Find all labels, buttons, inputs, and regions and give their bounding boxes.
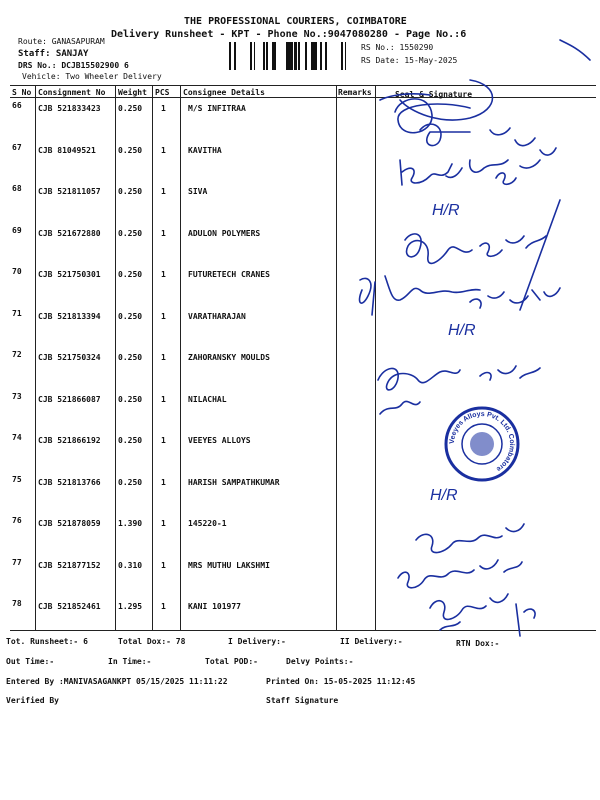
vehicle-label: Vehicle: Two Wheeler Delivery	[22, 72, 162, 81]
cell-consignee: SIVA	[188, 187, 208, 196]
cell-weight: 0.250	[118, 270, 143, 279]
cell-consignee: FUTURETECH CRANES	[188, 270, 270, 279]
ii-delivery: II Delivery:-	[340, 637, 403, 646]
entered-by: Entered By :MANIVASAGANKPT 05/15/2025 11:11:22	[6, 677, 228, 686]
tot-runsheet: Tot. Runsheet:- 6	[6, 637, 88, 646]
cell-consignment: CJB 521811057	[38, 187, 101, 196]
col-header-weight: Weight	[118, 88, 147, 97]
cell-consignment: CJB 521877152	[38, 560, 101, 570]
cell-pcs: 1	[161, 602, 166, 611]
cell-consignment: CJB 81049521	[38, 145, 96, 155]
hr-annotation-2: H/R	[448, 322, 476, 339]
cell-sno: 71	[12, 308, 22, 318]
cell-consignment: CJB 521672880	[38, 228, 101, 238]
cell-sno: 74	[12, 433, 22, 442]
cell-consignment: CJB 521878059	[38, 519, 101, 528]
cell-sno: 68	[12, 184, 22, 193]
cell-pcs: 1	[161, 311, 166, 321]
cell-pcs: 1	[161, 187, 166, 196]
cell-pcs: 1	[161, 104, 166, 113]
printed-on: Printed On: 15-05-2025 11:12:45	[266, 677, 416, 686]
cell-sno: 73	[12, 391, 22, 401]
cell-pcs: 1	[161, 436, 166, 445]
cell-consignment: CJB 521866087	[38, 394, 101, 404]
cell-pcs: 1	[161, 353, 166, 362]
cell-consignee: KAVITHA	[188, 145, 222, 155]
cell-consignee: ADULON POLYMERS	[188, 228, 261, 238]
cell-weight: 0.250	[118, 311, 143, 321]
cell-consignment: CJB 521833423	[38, 104, 101, 113]
cell-pcs: 1	[161, 145, 166, 155]
rtn-dox: RTN Dox:-	[456, 639, 500, 648]
cell-weight: 0.250	[118, 104, 143, 113]
cell-weight: 0.310	[118, 560, 143, 570]
cell-pcs: 1	[161, 228, 166, 238]
cell-consignee: M/S INFITRAA	[188, 104, 246, 113]
cell-pcs: 1	[161, 477, 166, 487]
rs-number: RS No.: 1550290	[361, 43, 434, 52]
company-title: THE PROFESSIONAL COURIERS, COIMBATORE	[184, 16, 407, 27]
cell-consignment: CJB 521813394	[38, 311, 101, 321]
company-seal-stamp	[438, 404, 526, 484]
cell-sno: 75	[12, 474, 22, 484]
cell-consignment: CJB 521750301	[38, 270, 101, 279]
cell-consignment: CJB 521852461	[38, 602, 101, 611]
col-header-consignment: Consignment No	[38, 88, 106, 97]
cell-sno: 78	[12, 599, 22, 608]
i-delivery: I Delivery:-	[228, 637, 286, 646]
cell-pcs: 1	[161, 394, 166, 404]
col-header-seal-signature: Seal & Signature	[395, 90, 473, 99]
total-pod: Total POD:-	[205, 657, 258, 666]
cell-consignee: KANI 101977	[188, 602, 241, 611]
drs-number: DRS No.: DCJB15502900 6	[18, 61, 129, 70]
cell-sno: 67	[12, 142, 22, 152]
in-time: In Time:-	[108, 657, 152, 666]
cell-weight: 0.250	[118, 228, 143, 238]
cell-consignee: MRS MUTHU LAKSHMI	[188, 560, 270, 570]
cell-weight: 0.250	[118, 394, 143, 404]
cell-sno: 70	[12, 267, 22, 276]
delvy-points: Delvy Points:-	[286, 657, 354, 666]
stamp-text: Veeyes Alloys Pvt. Ltd. Coimbatore	[448, 410, 516, 473]
cell-sno: 76	[12, 516, 22, 525]
col-header-sno: S No	[12, 88, 32, 97]
staff-signature: Staff Signature	[266, 696, 339, 705]
cell-weight: 0.250	[118, 353, 143, 362]
verified-by: Verified By	[6, 696, 59, 705]
cell-weight: 1.295	[118, 602, 143, 611]
route-label: Route: GANASAPURAM	[18, 37, 105, 46]
cell-weight: 0.250	[118, 187, 143, 196]
cell-consignment: CJB 521813766	[38, 477, 101, 487]
cell-pcs: 1	[161, 519, 166, 528]
total-dox: Total Dox:- 78	[118, 637, 186, 646]
runsheet-title: Delivery Runsheet - KPT - Phone No.:9047080280 - Page No.:6	[111, 29, 467, 40]
col-header-pcs: PCS	[155, 88, 170, 97]
out-time: Out Time:-	[6, 657, 55, 666]
cell-sno: 66	[12, 101, 22, 110]
cell-consignee: 145220-1	[188, 519, 227, 528]
cell-consignee: ZAHORANSKY MOULDS	[188, 353, 270, 362]
cell-consignee: VARATHARAJAN	[188, 311, 246, 321]
cell-consignee: HARISH SAMPATHKUMAR	[188, 477, 280, 487]
cell-consignee: NILACHAL	[188, 394, 227, 404]
rs-date: RS Date: 15-May-2025	[361, 56, 458, 65]
cell-pcs: 1	[161, 560, 166, 570]
cell-sno: 77	[12, 557, 22, 567]
cell-pcs: 1	[161, 270, 166, 279]
cell-consignment: CJB 521750324	[38, 353, 101, 362]
cell-weight: 1.390	[118, 519, 143, 528]
cell-consignment: CJB 521866192	[38, 436, 101, 445]
cell-sno: 72	[12, 350, 22, 359]
cell-consignee: VEEYES ALLOYS	[188, 436, 251, 445]
cell-sno: 69	[12, 225, 22, 235]
col-header-consignee: Consignee Details	[183, 88, 265, 97]
cell-weight: 0.250	[118, 477, 143, 487]
cell-weight: 0.250	[118, 436, 143, 445]
hr-annotation-1: H/R	[432, 202, 460, 219]
cell-weight: 0.250	[118, 145, 143, 155]
hr-annotation-3: H/R	[430, 487, 458, 504]
col-header-remarks: Remarks	[338, 88, 372, 97]
staff-label: Staff: SANJAY	[18, 49, 89, 59]
